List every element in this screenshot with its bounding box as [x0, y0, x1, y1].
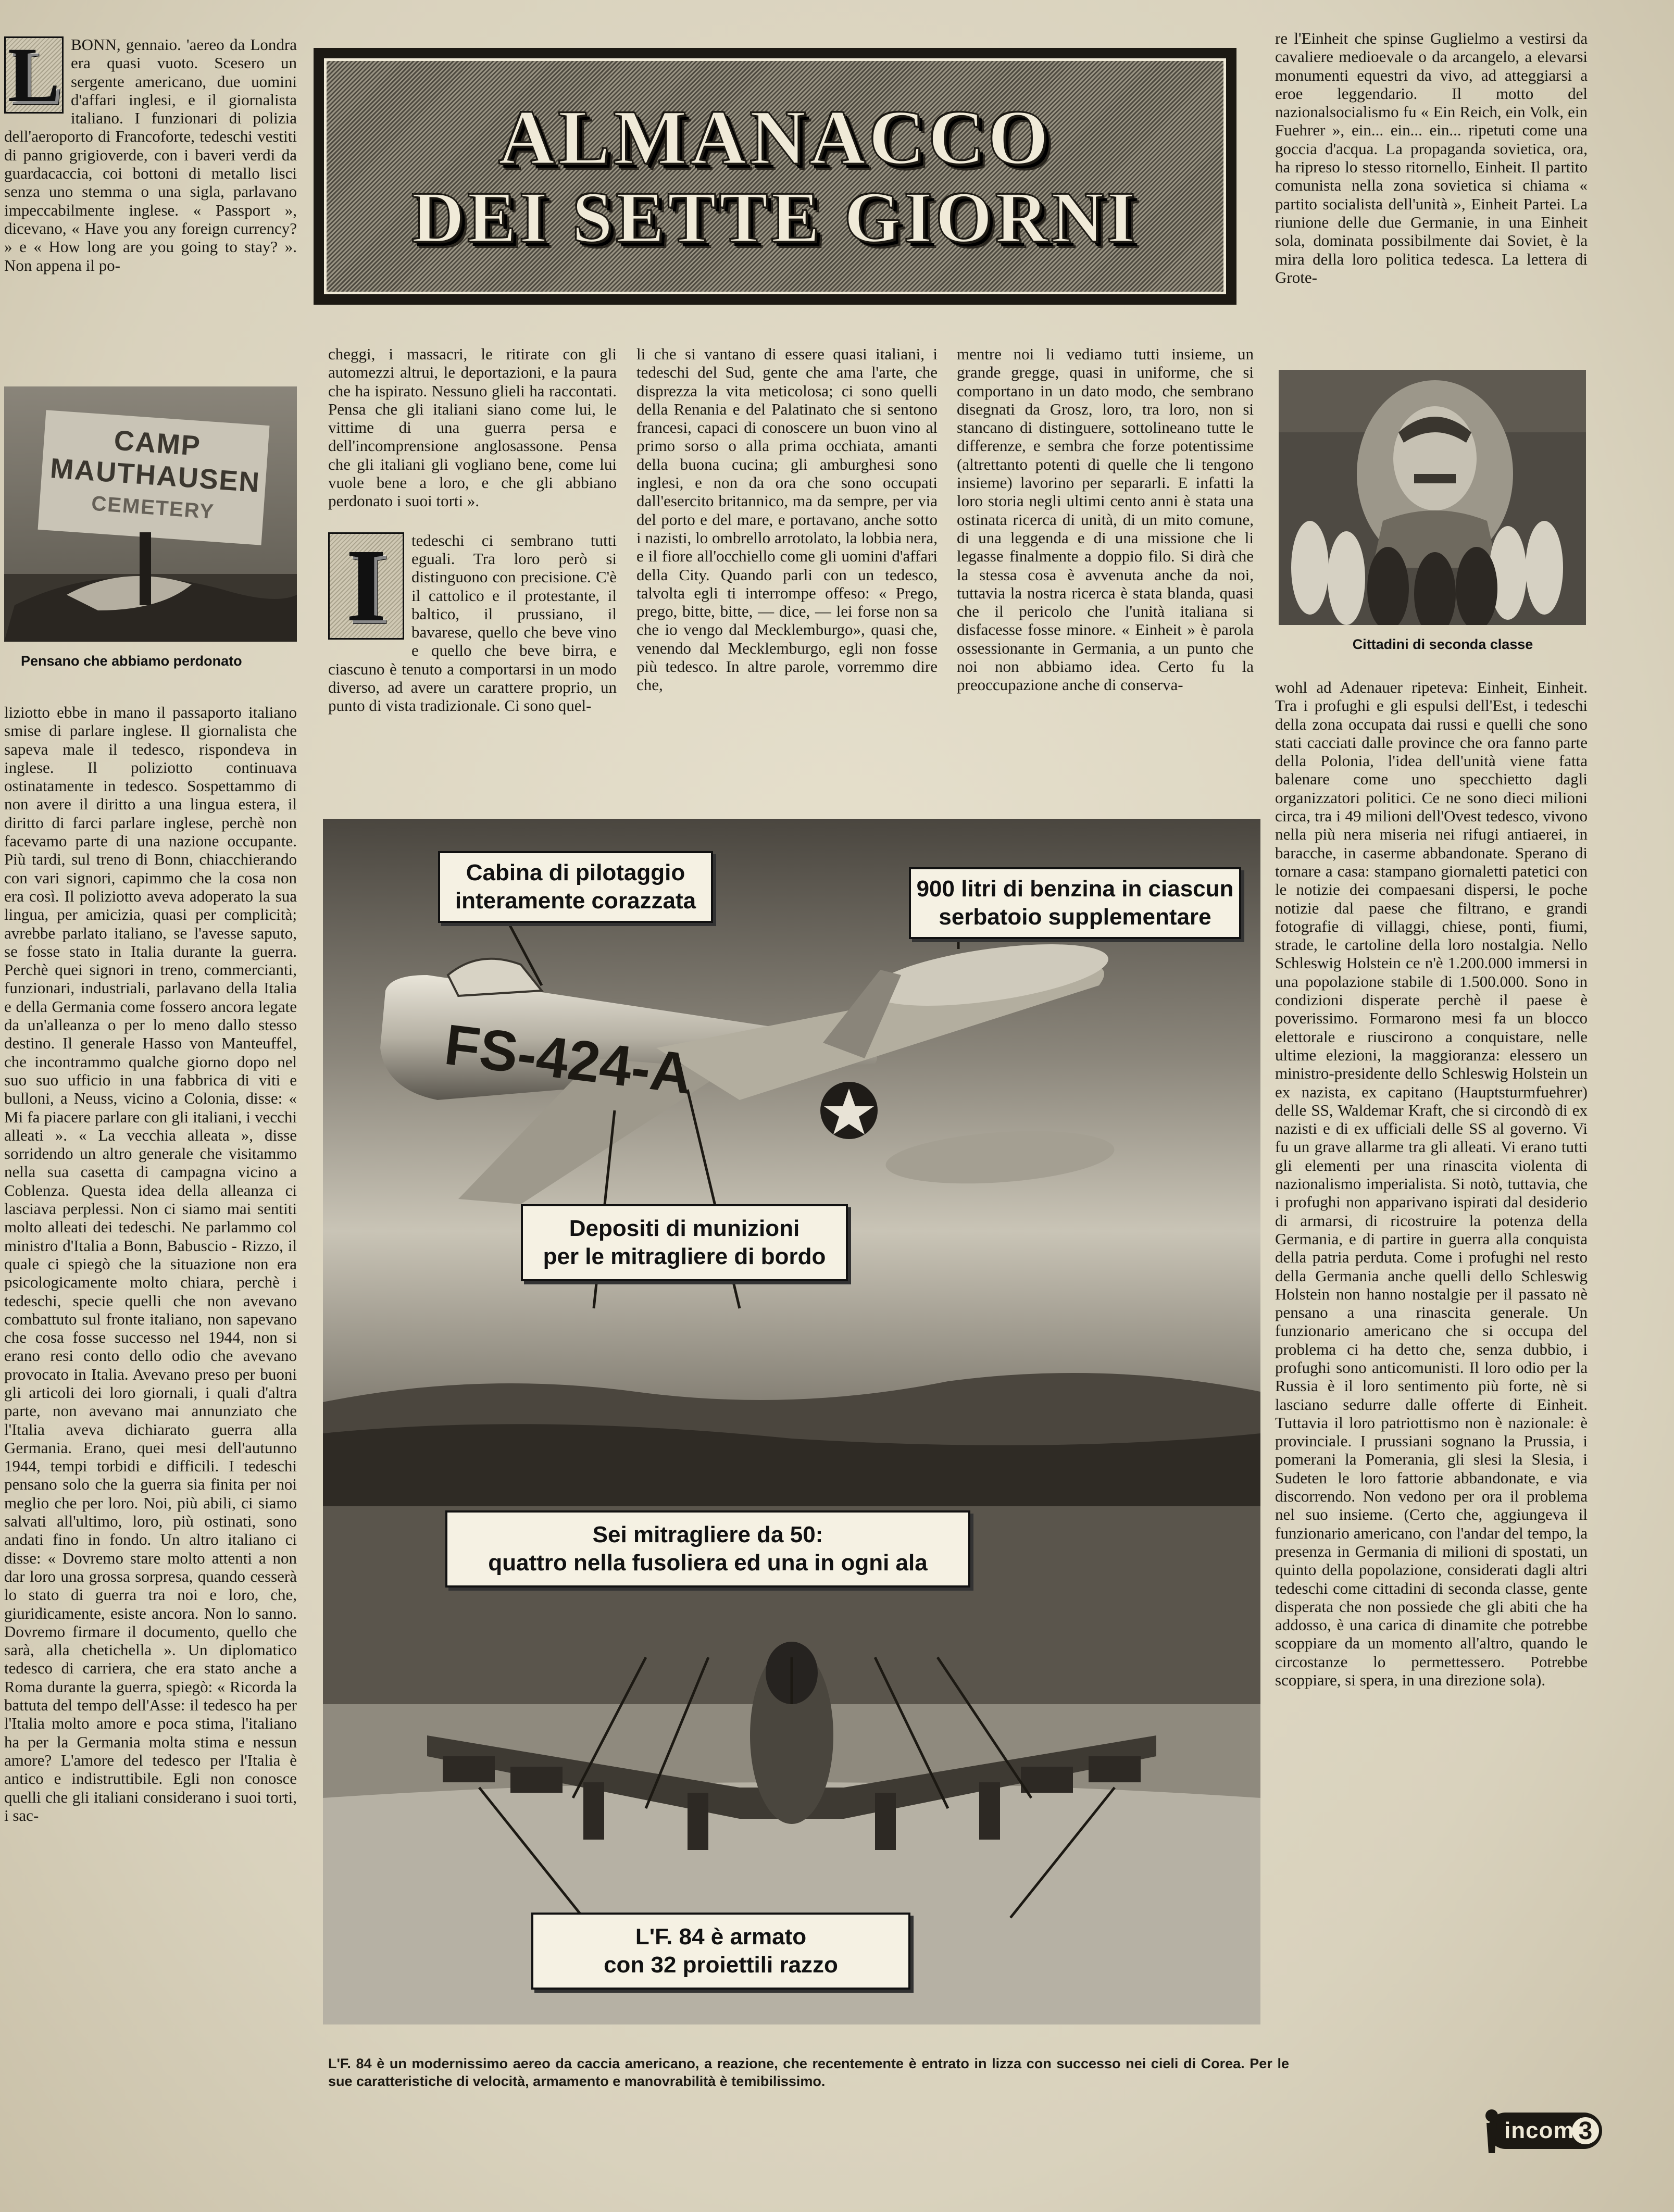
sign-line-3: CEMETERY	[91, 492, 216, 524]
column-4	[957, 345, 1254, 824]
label-fuel-tank	[909, 867, 1241, 939]
label-ammo-deposits	[521, 1204, 848, 1281]
page-number: 3	[1578, 2117, 1593, 2145]
dropcap-l: L	[4, 36, 64, 114]
label-guns-line-2: quattro nella fusoliera ed una in ogni ala	[488, 1550, 928, 1576]
label-cockpit-line-1: Cabina di pilotaggio	[466, 860, 685, 885]
sign-line-2: MAUTHAUSEN	[49, 452, 261, 499]
label-machine-guns	[445, 1510, 970, 1588]
sign-line-1: CAMP	[113, 424, 202, 462]
article-text: re l'Einheit che spinse Guglielmo a vestirsi da cavaliere medioevale o da arcangelo, a elevarsi monumenti equestri da vivo, ad atteggiarsi a eroe leggendario. Il motto del nazionalsocialismo fu « Ein Reich, ein Volk, ein Fuehrer », ein... ein... ein... ripetuti come una goccia d'acqua. La propaganda sovietica, ora, ha ripreso lo stesso ritornello, Einheit. Il partito comunista nella zona sovietica si chiama « partito socialista dell'unità », Einheit Partei. La riunione delle due Germanie, in una Einheit sola, dominata possibilmente dai Soviet, è la mira della loro politica tedesca. La lettera di Grote-	[1275, 29, 1588, 286]
masthead	[314, 48, 1236, 305]
incom-logo	[1477, 2105, 1607, 2156]
label-fuel-line-1: 900 litri di benzina in ciascun	[916, 876, 1234, 902]
label-ammo-line-2: per le mitragliere di bordo	[543, 1244, 826, 1269]
label-cockpit	[438, 851, 713, 923]
aircraft-caption: L'F. 84 è un modernissimo aereo da caccia americano, a reazione, che recentemente è entrato in lizza con successo nei cieli di Corea. Per le sue caratteristiche di velocità, armamento e manovrabilità è temibilissimo.	[328, 2056, 1289, 2089]
dropcap-i: I	[328, 532, 404, 640]
photo-caption-camp: Pensano che abbiamo perdonato	[21, 653, 242, 669]
photo-camp-mauthausen	[4, 386, 297, 642]
label-cockpit-line-2: interamente corazzata	[455, 888, 696, 914]
article-text: liziotto ebbe in mano il passaporto italiano smise di parlare inglese. Il giornalista che sapeva male il tedesco, rispondeva in inglese. Il poliziotto continuava ostinatamente in tedesco. Sospettammo di non avere il diritto a una lingua estera, il diritto di farci parlare inglese, perchè non facevamo parte di una nazione occupante. Più tardi, sul treno di Bonn, chiacchierando con vari signori, capimmo che la cosa non era così. Il poliziotto aveva adoperato la sua lingua, per amicizia, quasi per complicità; avrebbe parlato italiano, se l'avesse saputo, se fosse stato in Italia durante la guerra. Perchè quei signori in treno, commercianti, funzionari, industriali, parlavano della Italia e della Germania come fossero ancora legate da un'alleanza o per lo meno dallo stesso destino. Il generale Hasso von Manteuffel, che incontrammo qualche giorno dopo nel suo suo ufficio in una fabbrica di viti e bulloni, a Neuss, vicino a Colonia, disse: « Mi fa piacere parlare con gli italiani, i vecchi alleati ». « La vecchia alleata », disse sorridendo un altro generale che visitammo nella sua casetta di campagna vicino a Coblenza. Questa idea della alleanza ci lasciava perplessi. Non ci siamo mai sentiti molto alleati dei tedeschi. Ne parlammo col ministro d'Italia a Bonn, Babuscio - Rizzo, il quale ci spiegò che la situazione non era psicologicamente molto chiara, perchè i tedeschi, specie quelli che non avevano combattuto sul fronte italiano, non sapevano che cosa fosse successo nel 1944, non si erano resi conto dello odio che avevano provocato in Italia. Avevano preso per buoni gli articoli dei loro giornali, i quali d'altra parte, non avevano mai annunziato che l'Italia aveva dichiarato guerra alla Germania. Erano, quei mesi dell'autunno 1944, tempi torbidi e difficili. I tedeschi pensano solo che la guerra sia finita per noi meglio che per loro. Noi, più abili, ci siamo salvati all'ultimo, loro, più ostinati, sono andati fino in fondo. Un altro italiano ci disse: « Dovremo stare molto attenti a non dar loro una grossa sorpresa, quando cesserà lo stato di guerra tra noi e loro, che, giuridicamente, esiste ancora. Non lo sanno. Dovremo firmare il documento, quello che sarà, alla chetichella ». Un diplomatico tedesco di carriera, che era stato anche a Roma durante la guerra, spiegò: « Ricorda la battuta del tempo dell'Asse: il tedesco ha per l'Italia molto amore e poca stima, l'italiano ha per la Germania molta stima e nessun amore? L'amore del tedesco per l'Italia è antico e indistruttibile. Egli non conosce quelli che gli italiani considerano i suoi torti, i sac-	[4, 703, 297, 1824]
aircraft-illustration	[323, 819, 1260, 2024]
column-1-top	[4, 35, 297, 369]
label-rockets	[531, 1913, 910, 1990]
masthead-title-line-1: ALMANACCO	[498, 94, 1052, 181]
article-text: tedeschi ci sembrano tutti eguali. Tra loro però si distinguono con precisione. C'è il cattolico e il protestante, il baltico, il prussiano, il bavarese, quello che beve vino e quello che beve birra, e ciascuno è tenuto a comportarsi in un modo diverso, ad avere un carattere proprio, un punto di vista tradizionale. Ci sono quel-	[328, 531, 617, 715]
label-rockets-line-2: con 32 proiettili razzo	[604, 1952, 838, 1978]
label-fuel-line-2: serbatoio supplementare	[939, 904, 1211, 930]
photo-stalin-portrait	[1279, 370, 1586, 625]
logo-text: incom	[1504, 2118, 1575, 2143]
column-1-bottom	[4, 703, 297, 2203]
article-text: mentre noi li vediamo tutti insieme, un grande gregge, quasi in uniforme, che si comportano in un dato modo, che sembrano disegnati da Grosz, loro, tra loro, non si stancano di distinguere, sottolineano tutte le differenze, e sembra che forze potentissime (altrettanto potenti di quelle che li tengono insieme) lavorino per separarli. E infatti la loro storia negli ultimi cento anni è stata una ostinata ricerca di unità, di un mito comune, di una leggenda e di una missione che li legasse finalmente a doppio filo. Si dirà che la stessa cosa è avvenuta anche da noi, tuttavia la nostra ricerca è stata blanda, quasi che il pericolo che l'unità italiana si disfacesse fosse minore. « Einheit » è parola ossessionante in Germania, a un punto che noi non abbiamo idea. Certo fu la preoccupazione anche di conserva-	[957, 345, 1254, 694]
article-text: cheggi, i massacri, le ritirate con gli automezzi altrui, le deportazioni, e la paura che ha ispirato. Nessuno glieli ha raccontati. Pensa che gli italiani siano come lui, le vittime di una guerra persa e dell'incomprensione anglosassone. Pensa che gli italiani gli vogliano bene, come lui vuole bene a loro, e che gli abbiano perdonato i suoi torti ».	[328, 345, 617, 510]
article-text: BONN, gennaio. 'aereo da Londra era quasi vuoto. Scesero un sergente americano, due uomini d'affari inglesi, e il giornalista italiano. I funzionari di polizia dell'aeroporto di Francoforte, tedeschi vestiti di panno grigioverde, con i baveri verdi da guardacaccia, coi bottoni di metallo lisci senza uno stemma o una sigla, parlavano impeccabilmente inglese. « Passport », dicevano, « Have you any foreign currency? » e « How long are you going to stay? ». Non appena il po-	[4, 35, 297, 274]
column-2	[328, 345, 617, 824]
column-5-top	[1275, 29, 1588, 352]
label-rockets-line-1: L'F. 84 è armato	[635, 1924, 807, 1949]
label-ammo-line-1: Depositi di munizioni	[569, 1216, 800, 1241]
column-5-bottom	[1275, 678, 1588, 2095]
label-guns-line-1: Sei mitragliere da 50:	[592, 1522, 823, 1547]
article-text: wohl ad Adenauer ripeteva: Einheit, Einheit. Tra i profughi e gli espulsi dell'Est, i tedeschi della zona occupata dai russi e quelli che sono stati cacciati dalle province che ora fanno parte della Polonia, l'idea dell'unità viene fatta balenare come uno specchietto dagli organizzatori politici. Ce ne sono dieci milioni circa, tra i 49 milioni dell'Ovest tedesco, vivono nella più nera miseria nei rifugi antiaerei, in baracche, in caserme abbandonate. Sperano di tornare a casa: stampano giornaletti patetici con le notizie dei compaesani dispersi, le poche notizie dal paese che filtrano, e grandi fotografie di villaggi, chiese, ponti, fiumi, strade, le cartoline della loro nostalgia. Nello Schleswig Holstein ce n'è 1.200.000 immersi in una popolazione stabile di 1.500.000. Sono in condizioni disperate perchè il paese è poverissimo. Formarono mesi fa un blocco elettorale e riuscirono a conquistare, nelle ultime elezioni, la maggioranza: elessero un ministro-presidente dello Schleswig Holstein un ex nazista, ex capitano (Hauptsturmfuehrer) delle SS, Waldemar Kraft, che si circondò di ex nazisti e di ex ufficiali delle SS al governo. Vi fu un grave allarme tra gli alleati. Vi erano tutti gli elementi per una rinascita violenta di nazionalismo imperialista. Si notò, tuttavia, che i profughi non apparivano ispirati dal desiderio di armarsi, di ricostruire la potenza della Germania, e di partire in guerra alla conquista della patria perduta. Come i profughi nel resto della Germania anche quelli dello Schleswig Holstein non hanno nostalgie per il passato nè pensano a una rinascita generale. Un funzionario americano che si occupa del problema ci ha detto che, senza dubbio, i profughi sono anticomunisti. Il loro odio per la Russia è il loro sentimento più forte, nè si lasciano sedurre dalle offerte di Einheit. Tuttavia il loro patriottismo non è nazionale: è provinciale. I prussiani sognano la Prussia, i pomerani la Pomerania, gli slesi la Slesia, i Sudeten le loro fattorie abbandonate, e via discorrendo. Non vedono per ora il problema nel suo insieme. (Certo che, aggiungeva il funzionario americano, con l'andar del tempo, la presenza in Germania di milioni di spostati, un quinto della popolazione, considerati dagli altri tedeschi come cittadini di seconda classe, gente disperata che non possiede che gli abiti che ha addosso, è una carica di dinamite che potrebbe scoppiare da un momento all'altro, quando le circostanze lo permettessero. Potrebbe scoppiare, si spera, in una direzione sola).	[1275, 678, 1588, 1690]
aircraft-marking: FS-424-A	[441, 1012, 696, 1106]
article-text: li che si vantano di essere quasi italiani, i tedeschi del Sud, gente che ama l'arte, che disprezza la vita meticolosa; ci sono quelli della Renania e del Palatinato che si sentono francesi, capaci di conoscere un buon vino al primo sorso o alla prima occhiata, amanti della buona cucina; gli amburghesi sono inglesi, e non da ora che sono occupati dall'esercito britannico, ma da sempre, per via del porto e del mare, e portavano, anche sotto i nazisti, lo ombrello arrotolato, la lobbia nera, e il fiore all'occhiello come gli uomini d'affari della City. Quando parli con un tedesco, talvolta egli ti interrompe offeso: « Prego, prego, bitte, bitte, — dice, — lei forse non sa che io vengo dal Mecklemburgo», quasi che, venendo dal Mecklemburgo, egli non fosse più tedesco. In altre parole, vorremmo dire che,	[636, 345, 938, 694]
column-3	[636, 345, 938, 824]
photo-caption-stalin: Cittadini di seconda classe	[1352, 636, 1533, 652]
masthead-title-line-2: DEI SETTE GIORNI	[411, 177, 1139, 258]
